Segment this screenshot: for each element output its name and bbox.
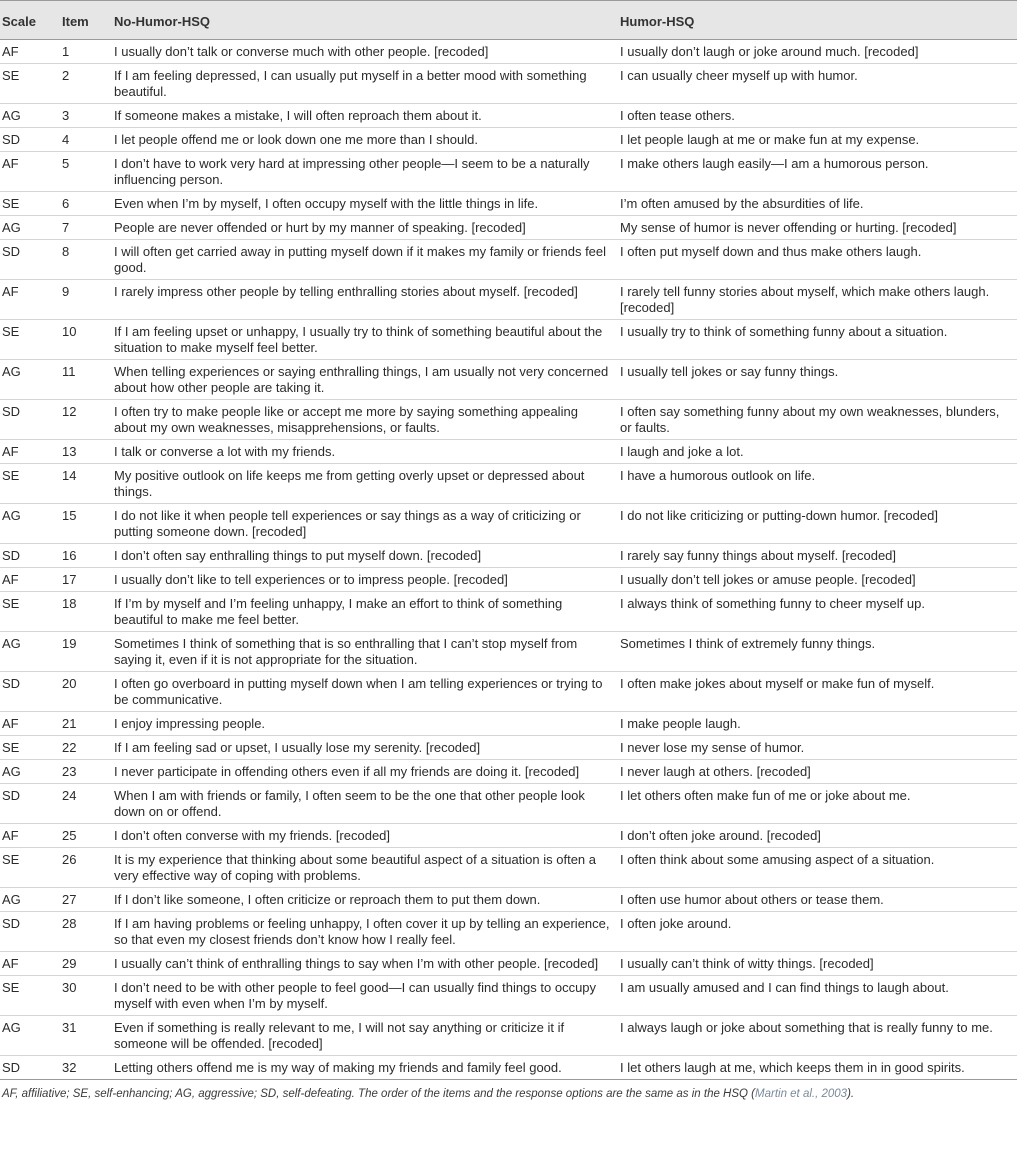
cell-no-humor-hsq: I don’t have to work very hard at impressing other people—I seem to be a naturally influencing person. — [114, 156, 590, 187]
cell-humor-hsq: I often use humor about others or tease them. — [620, 892, 884, 907]
header-item: Item — [62, 13, 89, 29]
table-row — [0, 40, 1017, 64]
cell-item: 27 — [62, 892, 77, 907]
cell-no-humor-hsq: I usually don’t talk or converse much with other people. [recoded] — [114, 44, 489, 59]
cell-item: 9 — [62, 284, 70, 299]
cell-humor-hsq: I don’t often joke around. [recoded] — [620, 828, 821, 843]
cell-item: 14 — [62, 468, 77, 483]
cell-no-humor-hsq: I often try to make people like or accept me more by saying something appealing about my own weaknesses, misapprehensions, or faults. — [114, 404, 578, 435]
cell-scale: AF — [2, 956, 19, 971]
table-row — [0, 824, 1017, 848]
table-row — [0, 592, 1017, 632]
table-row — [0, 504, 1017, 544]
cell-scale: SD — [2, 788, 21, 803]
table-row — [0, 464, 1017, 504]
cell-item: 20 — [62, 676, 77, 691]
table-row — [0, 216, 1017, 240]
cell-no-humor-hsq: It is my experience that thinking about some beautiful aspect of a situation is often a very effective way of coping with problems. — [114, 852, 597, 883]
table-row — [0, 400, 1017, 440]
table-row — [0, 976, 1017, 1016]
cell-item: 1 — [62, 44, 70, 59]
cell-item: 23 — [62, 764, 77, 779]
cell-humor-hsq: I can usually cheer myself up with humor. — [620, 68, 858, 83]
cell-no-humor-hsq: If I’m by myself and I’m feeling unhappy, I make an effort to think of something beautiful to make me feel better. — [114, 596, 563, 627]
cell-humor-hsq: I often put myself down and thus make others laugh. — [620, 244, 922, 259]
cell-item: 24 — [62, 788, 77, 803]
header-scale: Scale — [2, 13, 36, 29]
table-row — [0, 568, 1017, 592]
cell-scale: AG — [2, 636, 21, 651]
table-row — [0, 760, 1017, 784]
table-row — [0, 1016, 1017, 1056]
cell-humor-hsq: I make others laugh easily—I am a humorous person. — [620, 156, 929, 171]
cell-no-humor-hsq: I don’t often say enthralling things to put myself down. [recoded] — [114, 548, 482, 563]
cell-scale: SD — [2, 244, 21, 259]
table-row — [0, 280, 1017, 320]
cell-item: 26 — [62, 852, 77, 867]
cell-humor-hsq: I never laugh at others. [recoded] — [620, 764, 811, 779]
cell-humor-hsq: I have a humorous outlook on life. — [620, 468, 816, 483]
cell-humor-hsq: Sometimes I think of extremely funny things. — [620, 636, 876, 651]
table-row — [0, 736, 1017, 760]
cell-humor-hsq: I let others often make fun of me or joke about me. — [620, 788, 911, 803]
cell-no-humor-hsq: I do not like it when people tell experiences or say things as a way of criticizing or putting someone down. [recoded] — [114, 508, 581, 539]
cell-item: 22 — [62, 740, 77, 755]
cell-no-humor-hsq: I don’t often converse with my friends. [recoded] — [114, 828, 391, 843]
table-row — [0, 888, 1017, 912]
cell-scale: AF — [2, 44, 19, 59]
cell-scale: AF — [2, 156, 19, 171]
cell-no-humor-hsq: I usually don’t like to tell experiences or to impress people. [recoded] — [114, 572, 508, 587]
footnote-text: AF, affiliative; SE, self-enhancing; AG, aggressive; SD, self-defeating. The order of the items and the response options are the same as in the HSQ ( — [2, 1088, 756, 1100]
footnote-citation[interactable]: Martin et al., 2003 — [755, 1088, 848, 1100]
cell-no-humor-hsq: If I am having problems or feeling unhappy, I often cover it up by telling an experience, so that even my closest friends don’t know how I really feel. — [114, 916, 610, 947]
cell-no-humor-hsq: If I don’t like someone, I often criticize or reproach them to put them down. — [114, 892, 541, 907]
header-humor-hsq: Humor-HSQ — [620, 13, 695, 29]
cell-item: 28 — [62, 916, 77, 931]
cell-scale: SE — [2, 596, 20, 611]
cell-item: 31 — [62, 1020, 77, 1035]
cell-humor-hsq: My sense of humor is never offending or hurting. [recoded] — [620, 220, 957, 235]
table-row — [0, 848, 1017, 888]
table-row — [0, 152, 1017, 192]
header-row — [0, 1, 1017, 40]
cell-no-humor-hsq: I often go overboard in putting myself down when I am telling experiences or trying to be communicative. — [114, 676, 603, 707]
table-row — [0, 64, 1017, 104]
cell-item: 8 — [62, 244, 70, 259]
cell-scale: SE — [2, 468, 20, 483]
cell-humor-hsq: I usually don’t laugh or joke around much. [recoded] — [620, 44, 919, 59]
cell-humor-hsq: I usually don’t tell jokes or amuse people. [recoded] — [620, 572, 916, 587]
cell-scale: SD — [2, 404, 21, 419]
cell-no-humor-hsq: I let people offend me or look down one me more than I should. — [114, 132, 478, 147]
cell-no-humor-hsq: When telling experiences or saying enthralling things, I am usually not very concerned about how other people are taking it. — [114, 364, 609, 395]
cell-scale: SE — [2, 324, 20, 339]
cell-scale: AF — [2, 572, 19, 587]
cell-item: 11 — [62, 364, 76, 379]
table-row — [0, 128, 1017, 152]
table-row — [0, 192, 1017, 216]
table-row — [0, 632, 1017, 672]
cell-scale: SD — [2, 916, 21, 931]
cell-humor-hsq: I rarely tell funny stories about myself, which make others laugh. [recoded] — [620, 284, 990, 315]
cell-item: 32 — [62, 1060, 77, 1075]
table-row — [0, 104, 1017, 128]
cell-humor-hsq: I always think of something funny to cheer myself up. — [620, 596, 925, 611]
cell-no-humor-hsq: I never participate in offending others even if all my friends are doing it. [recoded] — [114, 764, 580, 779]
cell-item: 17 — [62, 572, 77, 587]
table-row — [0, 240, 1017, 280]
cell-scale: SE — [2, 740, 20, 755]
cell-scale: SD — [2, 676, 21, 691]
cell-item: 12 — [62, 404, 77, 419]
cell-humor-hsq: I often tease others. — [620, 108, 735, 123]
table-row — [0, 320, 1017, 360]
cell-scale: SE — [2, 68, 20, 83]
cell-humor-hsq: I let people laugh at me or make fun at my expense. — [620, 132, 920, 147]
cell-item: 7 — [62, 220, 70, 235]
table-row — [0, 912, 1017, 952]
table-row — [0, 712, 1017, 736]
table-body — [0, 40, 1017, 1080]
cell-scale: SE — [2, 980, 20, 995]
cell-no-humor-hsq: People are never offended or hurt by my manner of speaking. [recoded] — [114, 220, 526, 235]
cell-item: 25 — [62, 828, 77, 843]
cell-no-humor-hsq: I usually can’t think of enthralling things to say when I’m with other people. [recoded] — [114, 956, 599, 971]
cell-no-humor-hsq: I rarely impress other people by telling enthralling stories about myself. [recoded] — [114, 284, 578, 299]
table-row — [0, 952, 1017, 976]
table-footnote — [0, 1080, 1017, 1102]
cell-item: 2 — [62, 68, 70, 83]
table-row — [0, 544, 1017, 568]
cell-item: 18 — [62, 596, 77, 611]
cell-no-humor-hsq: Even when I’m by myself, I often occupy myself with the little things in life. — [114, 196, 539, 211]
cell-scale: AG — [2, 764, 21, 779]
cell-scale: AF — [2, 716, 19, 731]
cell-humor-hsq: I rarely say funny things about myself. [recoded] — [620, 548, 897, 563]
cell-no-humor-hsq: If I am feeling depressed, I can usually put myself in a better mood with something beautiful. — [114, 68, 587, 99]
cell-humor-hsq: I let others laugh at me, which keeps them in in good spirits. — [620, 1060, 965, 1075]
cell-item: 13 — [62, 444, 77, 459]
cell-item: 29 — [62, 956, 77, 971]
cell-item: 10 — [62, 324, 77, 339]
cell-scale: SD — [2, 1060, 21, 1075]
table-row — [0, 784, 1017, 824]
cell-no-humor-hsq: Sometimes I think of something that is so enthralling that I can’t stop myself from saying it, even if it is not appropriate for the situation. — [114, 636, 578, 667]
cell-scale: AG — [2, 1020, 21, 1035]
cell-item: 19 — [62, 636, 77, 651]
cell-scale: AG — [2, 220, 21, 235]
cell-humor-hsq: I make people laugh. — [620, 716, 741, 731]
cell-humor-hsq: I laugh and joke a lot. — [620, 444, 744, 459]
header-no-humor-hsq: No-Humor-HSQ — [114, 13, 211, 29]
table-row — [0, 672, 1017, 712]
cell-humor-hsq: I often make jokes about myself or make fun of myself. — [620, 676, 935, 691]
cell-humor-hsq: I never lose my sense of humor. — [620, 740, 805, 755]
cell-scale: SD — [2, 132, 21, 147]
cell-humor-hsq: I do not like criticizing or putting-down humor. [recoded] — [620, 508, 938, 523]
cell-scale: SE — [2, 852, 20, 867]
cell-item: 30 — [62, 980, 77, 995]
table-header — [0, 1, 1017, 40]
cell-scale: AG — [2, 108, 21, 123]
cell-item: 21 — [62, 716, 77, 731]
cell-no-humor-hsq: I don’t need to be with other people to feel good—I can usually find things to occupy myself with even when I’m by myself. — [114, 980, 597, 1011]
cell-humor-hsq: I always laugh or joke about something that is really funny to me. — [620, 1020, 993, 1035]
cell-item: 6 — [62, 196, 70, 211]
cell-no-humor-hsq: I will often get carried away in putting myself down if it makes my family or friends feel good. — [114, 244, 607, 275]
cell-item: 3 — [62, 108, 70, 123]
cell-no-humor-hsq: If I am feeling sad or upset, I usually lose my serenity. [recoded] — [114, 740, 481, 755]
cell-scale: SE — [2, 196, 20, 211]
cell-scale: AG — [2, 892, 21, 907]
cell-scale: AG — [2, 508, 21, 523]
cell-humor-hsq: I often joke around. — [620, 916, 732, 931]
cell-no-humor-hsq: My positive outlook on life keeps me from getting overly upset or depressed about things. — [114, 468, 585, 499]
cell-no-humor-hsq: When I am with friends or family, I often seem to be the one that other people look down on or offend. — [114, 788, 585, 819]
cell-humor-hsq: I often say something funny about my own weaknesses, blunders, or faults. — [620, 404, 1000, 435]
table-row — [0, 440, 1017, 464]
cell-no-humor-hsq: Even if something is really relevant to me, I will not say anything or criticize it if someone will be offended. [recoded] — [114, 1020, 565, 1051]
cell-no-humor-hsq: If someone makes a mistake, I will often reproach them about it. — [114, 108, 482, 123]
cell-humor-hsq: I usually try to think of something funny about a situation. — [620, 324, 948, 339]
cell-humor-hsq: I often think about some amusing aspect of a situation. — [620, 852, 935, 867]
cell-no-humor-hsq: I enjoy impressing people. — [114, 716, 266, 731]
cell-no-humor-hsq: If I am feeling upset or unhappy, I usually try to think of something beautiful about the situation to make myself feel better. — [114, 324, 603, 355]
footnote-end: ). — [847, 1088, 855, 1100]
table-row — [0, 360, 1017, 400]
cell-scale: SD — [2, 548, 21, 563]
cell-humor-hsq: I am usually amused and I can find things to laugh about. — [620, 980, 949, 995]
cell-item: 16 — [62, 548, 77, 563]
table-row — [0, 1056, 1017, 1080]
cell-humor-hsq: I’m often amused by the absurdities of life. — [620, 196, 864, 211]
cell-humor-hsq: I usually can’t think of witty things. [recoded] — [620, 956, 874, 971]
cell-no-humor-hsq: I talk or converse a lot with my friends. — [114, 444, 336, 459]
cell-scale: AF — [2, 284, 19, 299]
cell-scale: AG — [2, 364, 21, 379]
cell-item: 15 — [62, 508, 77, 523]
cell-item: 4 — [62, 132, 70, 147]
cell-scale: AF — [2, 444, 19, 459]
cell-scale: AF — [2, 828, 19, 843]
cell-no-humor-hsq: Letting others offend me is my way of making my friends and family feel good. — [114, 1060, 562, 1075]
cell-item: 5 — [62, 156, 70, 171]
cell-humor-hsq: I usually tell jokes or say funny things. — [620, 364, 839, 379]
